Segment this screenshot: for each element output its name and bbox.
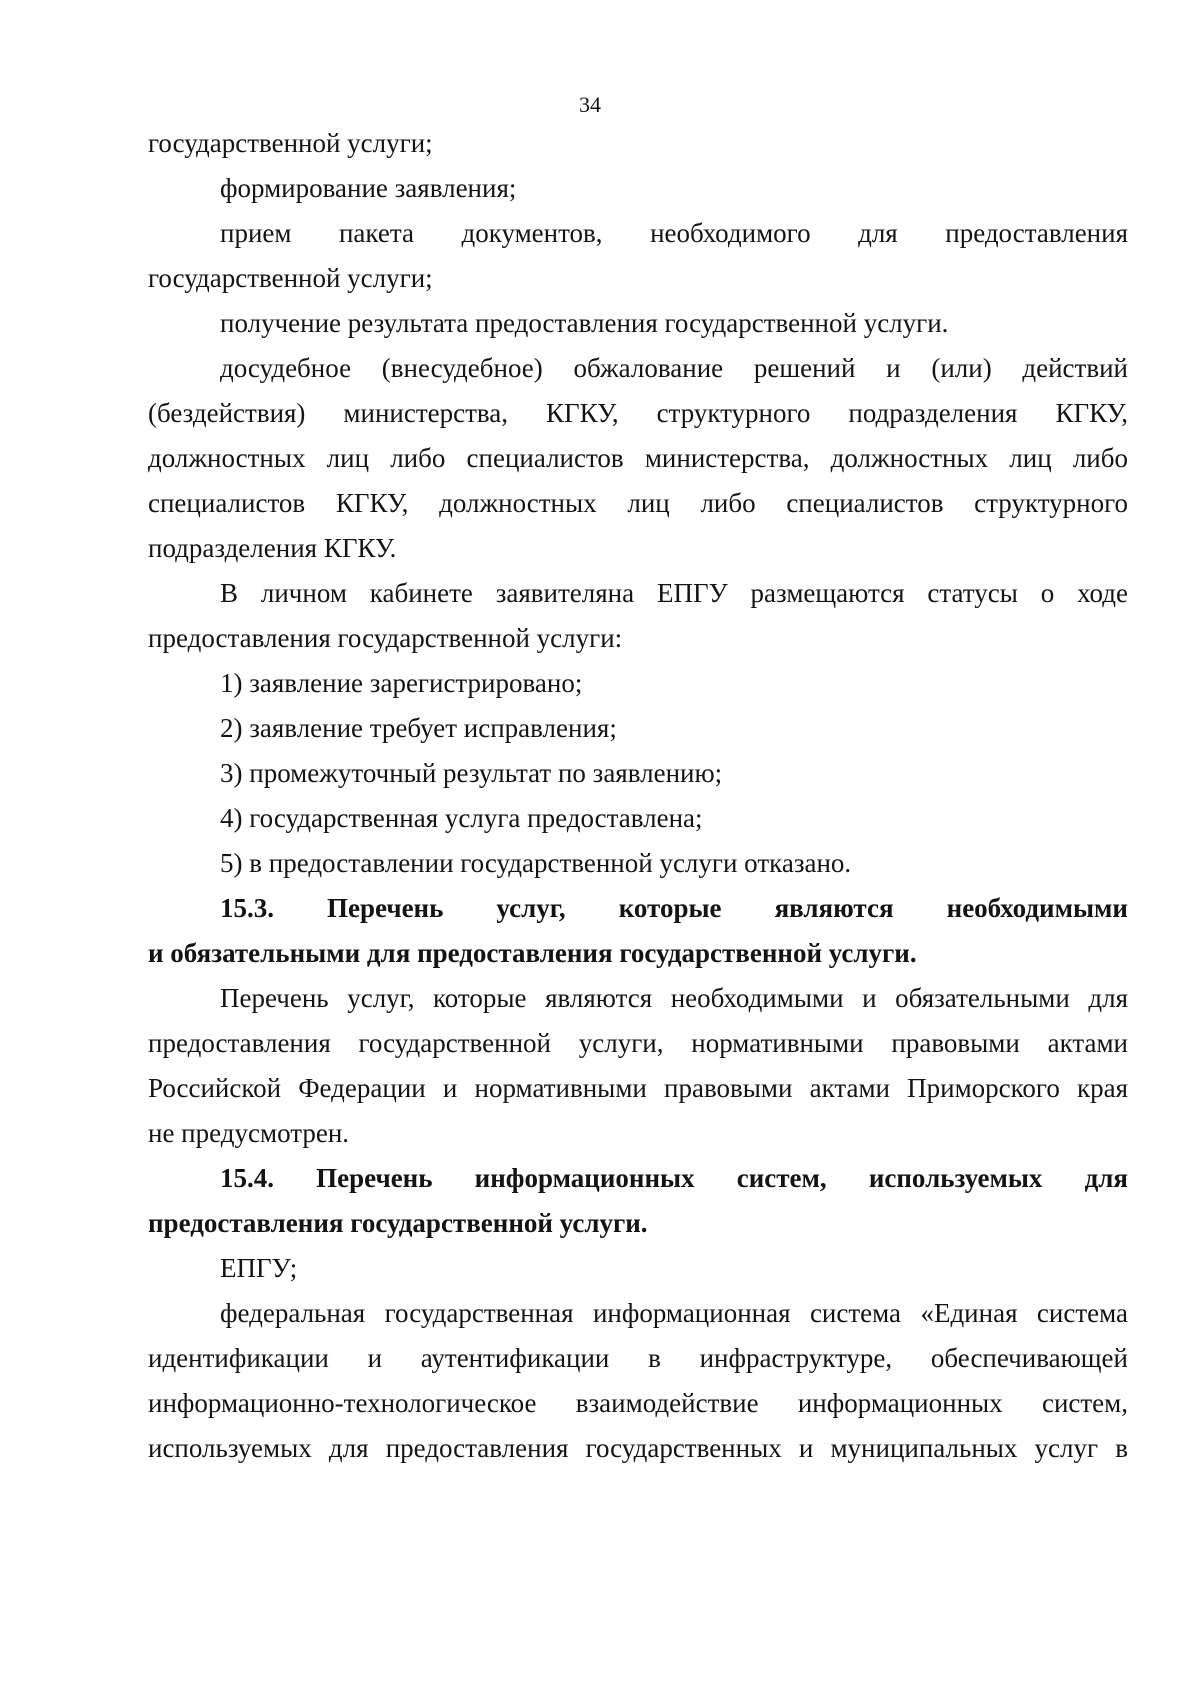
list-item: ЕПГУ; [220, 1253, 298, 1283]
paragraph-line: Перечень услуг, которые являются необходимыми и обязательными для [220, 983, 1128, 1013]
list-item: формирование заявления; [220, 173, 517, 203]
paragraph-line: не предусмотрен. [148, 1118, 350, 1148]
status-item: 4) государственная услуга предоставлена; [220, 803, 703, 833]
paragraph-line: должностных лиц либо специалистов министерства, должностных лиц либо [148, 443, 1128, 473]
text-line: государственной услуги; [148, 128, 433, 158]
paragraph-line: информационно-технологическое взаимодействие информационных систем, [148, 1388, 1128, 1418]
page-number: 34 [579, 92, 601, 117]
section-heading: 15.4. Перечень информационных систем, используемых для [220, 1163, 1128, 1193]
text-line: государственной услуги; [148, 263, 433, 293]
paragraph-line: идентификации и аутентификации в инфраструктуре, обеспечивающей [148, 1343, 1128, 1373]
paragraph-line: подразделения КГКУ. [148, 533, 397, 563]
section-heading: и обязательными для предоставления государственной услуги. [148, 938, 917, 968]
status-item: 5) в предоставлении государственной услуги отказано. [220, 848, 852, 878]
list-item: получение результата предоставления государственной услуги. [220, 308, 949, 338]
paragraph-line: федеральная государственная информационная система «Единая система [220, 1298, 1128, 1328]
section-heading: предоставления государственной услуги. [148, 1208, 648, 1238]
status-item: 2) заявление требует исправления; [220, 713, 617, 743]
paragraph-line: используемых для предоставления государственных и муниципальных услуг в [148, 1433, 1128, 1463]
status-item: 1) заявление зарегистрировано; [220, 668, 583, 698]
paragraph-line: В личном кабинете заявителяна ЕПГУ размещаются статусы о ходе [220, 578, 1128, 608]
paragraph-line: предоставления государственной услуги, нормативными правовыми актами [148, 1028, 1128, 1058]
paragraph-line: Российской Федерации и нормативными правовыми актами Приморского края [148, 1073, 1128, 1103]
paragraph-line: досудебное (внесудебное) обжалование решений и (или) действий [220, 353, 1128, 383]
section-heading: 15.3. Перечень услуг, которые являются необходимыми [220, 893, 1128, 923]
paragraph-line: (бездействия) министерства, КГКУ, структурного подразделения КГКУ, [148, 398, 1128, 428]
status-item: 3) промежуточный результат по заявлению; [220, 758, 723, 788]
paragraph-line: специалистов КГКУ, должностных лиц либо специалистов структурного [148, 488, 1128, 518]
list-item: прием пакета документов, необходимого для предоставления [220, 218, 1128, 248]
paragraph-line: предоставления государственной услуги: [148, 623, 623, 653]
